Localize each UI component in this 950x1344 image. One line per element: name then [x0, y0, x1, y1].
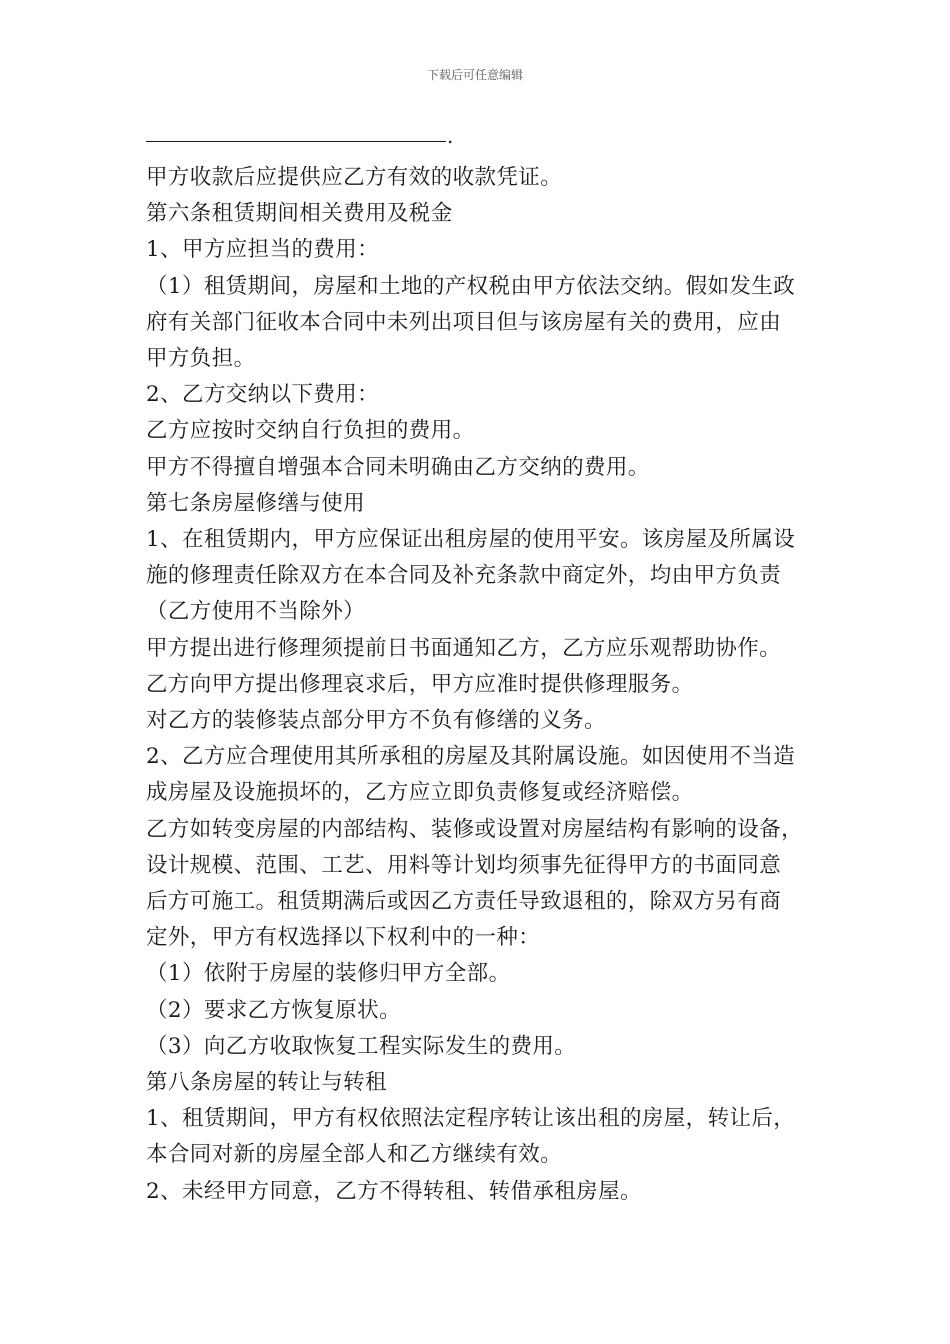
paragraph-line: 甲方负担。 [146, 346, 256, 372]
paragraph-line: 后方可施工。租赁期满后或因乙方责任导致退租的，除双方另有商 [146, 889, 782, 915]
paragraph-line: 施的修理责任除双方在本合同及补充条款中商定外，均由甲方负责 [146, 563, 782, 589]
paragraph-line: 甲方收款后应提供应乙方有效的收款凭证。 [146, 165, 563, 190]
paragraph-line: 1、在租赁期内，甲方应保证出租房屋的使用平安。该房屋及所属设 [146, 527, 796, 553]
paragraph-line: 成房屋及设施损坏的，乙方应立即负责修复或经济赔偿。 [146, 780, 694, 806]
document-body [146, 124, 826, 1210]
paragraph-line: 定外，甲方有权选择以下权利中的一种： [146, 925, 541, 951]
paragraph-line: 2、乙方交纳以下费用： [146, 382, 380, 408]
paragraph-line: 乙方如转变房屋的内部结构、装修或设置对房屋结构有影响的设备， [146, 816, 804, 842]
paragraph-line: （1）依附于房屋的装修归甲方全部。 [146, 961, 511, 987]
paragraph-line: 2、乙方应合理使用其所承租的房屋及其附属设施。如因使用不当造 [146, 744, 796, 770]
paragraph-line: 1、甲方应担当的费用： [146, 237, 380, 263]
section-heading-8: 第八条房屋的转让与转租 [146, 1070, 387, 1096]
rule-end-period: . [447, 124, 454, 148]
paragraph-line: 甲方提出进行修理须提前日书面通知乙方，乙方应乐观帮助协作。 [146, 635, 782, 661]
paragraph-line: 本合同对新的房屋全部人和乙方继续有效。 [146, 1142, 563, 1168]
paragraph-line: 乙方应按时交纳自行负担的费用。 [146, 418, 475, 444]
paragraph-line: （3）向乙方收取恢复工程实际发生的费用。 [146, 1033, 577, 1059]
paragraph-line: 对乙方的装修装点部分甲方不负有修缮的义务。 [146, 708, 606, 734]
paragraph-line: 2、未经甲方同意，乙方不得转租、转借承租房屋。 [146, 1178, 642, 1204]
paragraph-line: 设计规模、范围、工艺、用料等计划均须事先征得甲方的书面同意 [146, 852, 782, 878]
underline-blank [146, 141, 446, 142]
paragraph-line: （2）要求乙方恢复原状。 [146, 997, 401, 1023]
paragraph-line: 1、租赁期间，甲方有权依照法定程序转让该出租的房屋，转让后， [146, 1106, 796, 1132]
paragraph-line: 府有关部门征收本合同中未列出项目但与该房屋有关的费用，应由 [146, 309, 782, 335]
paragraph-line: 乙方向甲方提出修理哀求后，甲方应准时提供修理服务。 [146, 671, 694, 697]
paragraph-line: （乙方使用不当除外） [146, 599, 366, 625]
paragraph-line: 甲方不得擅自增强本合同未明确由乙方交纳的费用。 [146, 454, 650, 480]
blank-fill-line [146, 124, 826, 146]
section-heading-6: 第六条租赁期间相关费用及税金 [146, 201, 453, 227]
section-heading-7: 第七条房屋修缮与使用 [146, 490, 366, 516]
page-header: 下载后可任意编辑 [426, 68, 523, 82]
paragraph-line: （1）租赁期间，房屋和土地的产权税由甲方依法交纳。假如发生政 [146, 273, 796, 299]
